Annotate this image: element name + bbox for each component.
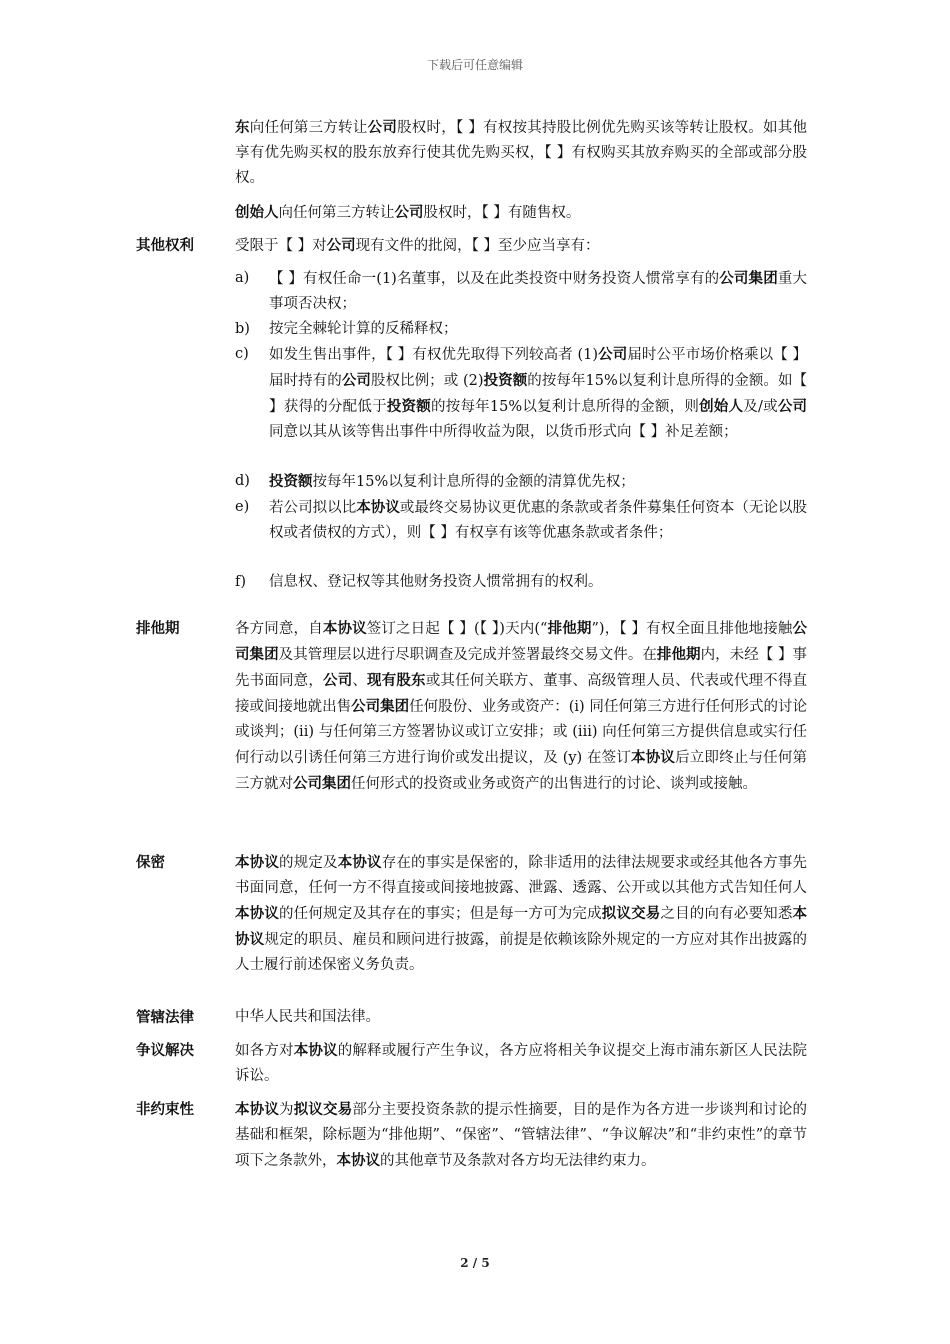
text-run: 向任何第三方转让: [249, 120, 368, 136]
text-run: ”)，【 】有权全面且排他地接触: [591, 621, 793, 637]
text-run: 部分主要投资条款的提示性摘要，目的是作为各方进一步谈判和讨论的基础和框架，除标题为“排他期”、“保密”、“管辖法律”、“争议解决”和“非约束性”的章节项下之条款外，: [235, 1102, 808, 1169]
list-item: [235, 570, 807, 595]
text-run: 同意以其从该等售出事件中所得收益为限，以货币形式向【 】补足差额；: [269, 424, 738, 440]
defined-term: 本协议: [235, 854, 280, 871]
text-run: 或其任何关联方、董事、高级管理人员、代表或代理不得直接或间接地就出售: [235, 673, 808, 715]
section-label-governing-law: 管辖法律: [136, 1009, 194, 1026]
page-number: 2 / 5: [460, 1256, 490, 1270]
text-run: 若公司拟以比: [269, 500, 357, 516]
defined-term: 拟议交易: [601, 905, 661, 922]
governing-law-paragraph: [235, 1005, 807, 1030]
list-item-marker: e): [235, 499, 250, 515]
list-item-text: [269, 495, 807, 546]
text-run: 向任何第三方转让: [278, 205, 395, 221]
list-item-marker: f): [235, 574, 247, 590]
text-run: 如发生售出事件，【 】有权优先取得下列较高者 (1): [269, 347, 599, 363]
list-item-marker: c): [235, 346, 249, 362]
text-run: 或最终交易协议更优惠的条款或者条件募集任何资本（无论以股权或者债权的方式），则【 】有权享有该等优惠条款或者条件；: [269, 500, 807, 541]
list-item-marker: d): [235, 473, 250, 489]
defined-term: 公司集团: [235, 620, 808, 663]
clause-continuation-paragraph: [235, 115, 807, 191]
text-run: 股权比例；或 (2): [370, 373, 484, 389]
list-item-text: [269, 342, 807, 445]
text-run: 如各方对: [235, 1043, 294, 1059]
text-run: 届时公平市场价格乘以【 】届时持有的: [269, 347, 808, 389]
confidentiality-paragraph: [235, 850, 807, 978]
defined-term: 本协议: [322, 620, 367, 637]
list-item-marker: a): [235, 270, 250, 286]
defined-term: 本协议: [631, 749, 676, 766]
defined-term: 创始人: [235, 204, 279, 221]
section-label-dispute-resolution: 争议解决: [136, 1042, 194, 1059]
text-run: 为: [279, 1102, 294, 1118]
defined-term: 公司: [777, 398, 808, 415]
tag-along-paragraph: [235, 200, 807, 226]
section-label-non-binding: 非约束性: [136, 1101, 194, 1118]
text-run: 中华人民共和国法律。: [235, 1009, 380, 1025]
section-label-exclusivity: 排他期: [136, 620, 180, 637]
list-item: [235, 317, 807, 342]
section-label-other-rights: 其他权利: [136, 237, 194, 254]
exclusivity-paragraph: [235, 616, 807, 797]
text-run: 之目的向有必要知悉: [660, 906, 793, 922]
defined-term: 公司: [323, 672, 353, 689]
defined-term: 公司集团: [719, 270, 778, 287]
text-run: 内，未经【 】事先书面同意，: [235, 647, 808, 689]
list-item: [235, 342, 807, 445]
defined-term: 东: [235, 119, 250, 136]
defined-term: 本协议: [235, 1101, 280, 1118]
defined-term: 本协议: [235, 905, 808, 948]
text-run: 【 】有权任命一(1)名董事，以及在此类投资中财务投资人惯常享有的: [269, 271, 720, 287]
page-header: 下载后可任意编辑: [426, 58, 523, 72]
defined-term: 排他期: [547, 620, 592, 637]
defined-term: 本协议: [337, 854, 382, 871]
text-run: 及其管理层以进行尽职调查及完成并签署最终交易文件。在: [278, 647, 657, 663]
text-run: 后立即终止与任何第三方就对: [235, 750, 808, 792]
list-item-text: [269, 570, 807, 595]
list-item: [235, 495, 807, 546]
text-run: 签订之日起【 】(【 】)天内(“: [366, 621, 548, 637]
defined-term: 排他期: [656, 646, 701, 663]
list-item-text: [269, 469, 807, 495]
defined-term: 本协议: [235, 905, 280, 922]
list-item: [235, 469, 807, 495]
defined-term: 公司: [341, 372, 371, 389]
text-run: 任何形式的投资或业务或资产的出售进行的讨论、谈判或接触。: [351, 776, 757, 792]
defined-term: 拟议交易: [293, 1101, 353, 1118]
text-run: 的按每年15%以复利计息所得的金额，则: [431, 399, 700, 415]
defined-term: 投资额: [269, 473, 313, 490]
text-run: 、: [352, 673, 368, 689]
text-run: 存在的事实是保密的，除非适用的法律法规要求或经其他各方事先书面同意，任何一方不得直接或间接地披露、泄露、透露、公开或以其他方式告知任何人: [235, 855, 808, 896]
defined-term: 公司: [598, 346, 628, 363]
other-rights-intro: [235, 233, 807, 259]
text-run: 的任何规定及其存在的事实；但是每一方可为完成: [279, 906, 602, 922]
text-run: 的解释或履行产生争议，各方应将相关争议提交上海市浦东新区人民法院诉讼。: [235, 1043, 808, 1084]
defined-term: 本协议: [336, 1152, 380, 1169]
text-run: 股权时，【 】有随售权。: [423, 205, 581, 221]
defined-term: 投资额: [386, 398, 431, 415]
list-item-marker: b): [235, 321, 250, 337]
text-run: 信息权、登记权等其他财务投资人惯常拥有的权利。: [269, 574, 603, 590]
defined-term: 创始人: [699, 398, 744, 415]
defined-term: 本协议: [293, 1042, 338, 1059]
defined-term: 公司: [394, 204, 424, 221]
text-run: 按完全棘轮计算的反稀释权；: [269, 321, 458, 337]
non-binding-paragraph: [235, 1097, 807, 1174]
list-item: [235, 266, 807, 317]
defined-term: 投资额: [483, 372, 528, 389]
defined-term: 公司: [367, 119, 398, 136]
defined-term: 现有股东: [367, 672, 426, 689]
list-item-text: [269, 317, 807, 342]
text-run: 重大事项否决权；: [269, 271, 807, 312]
defined-term: 公司集团: [351, 698, 410, 715]
text-run: 股权时，【 】有权按其持股比例优先购买该等转让股权。如其他享有优先购买权的股东放弃行使其优先购买权，【 】有权购买其放弃购买的全部或部分股权。: [235, 120, 807, 186]
text-run: 各方同意，自: [235, 621, 323, 637]
defined-term: 公司: [326, 237, 356, 254]
list-item-text: [269, 266, 807, 317]
text-run: 受限于【 】对: [235, 238, 327, 254]
section-label-confidentiality: 保密: [136, 854, 165, 871]
defined-term: 本协议: [356, 499, 400, 516]
text-run: 的按每年15%以复利计息所得的金额。如【 】获得的分配低于: [269, 373, 808, 415]
text-run: 及/或: [743, 399, 778, 415]
text-run: 的其他章节及条款对各方均无法律约束力。: [380, 1153, 656, 1169]
text-run: 任何股份、业务或资产：(i) 同任何第三方进行任何形式的讨论或谈判；(ii) 与任何第三方签署协议或订立安排；或 (iii) 向任何第三方提供信息或实行任何行动以引诱任何第三方进行询价或发出提议，及 (y) 在签订: [235, 699, 807, 766]
text-run: 按每年15%以复利计息所得的金额的清算优先权；: [312, 474, 635, 490]
text-run: 的规定及: [279, 855, 338, 871]
text-run: 现有文件的批阅，【 】至少应当享有：: [355, 238, 600, 254]
dispute-resolution-paragraph: [235, 1038, 807, 1089]
defined-term: 公司集团: [293, 775, 351, 792]
text-run: 规定的职员、雇员和顾问进行披露，前提是依赖该除外规定的一方应对其作出披露的人士履行前述保密义务负责。: [235, 932, 807, 973]
